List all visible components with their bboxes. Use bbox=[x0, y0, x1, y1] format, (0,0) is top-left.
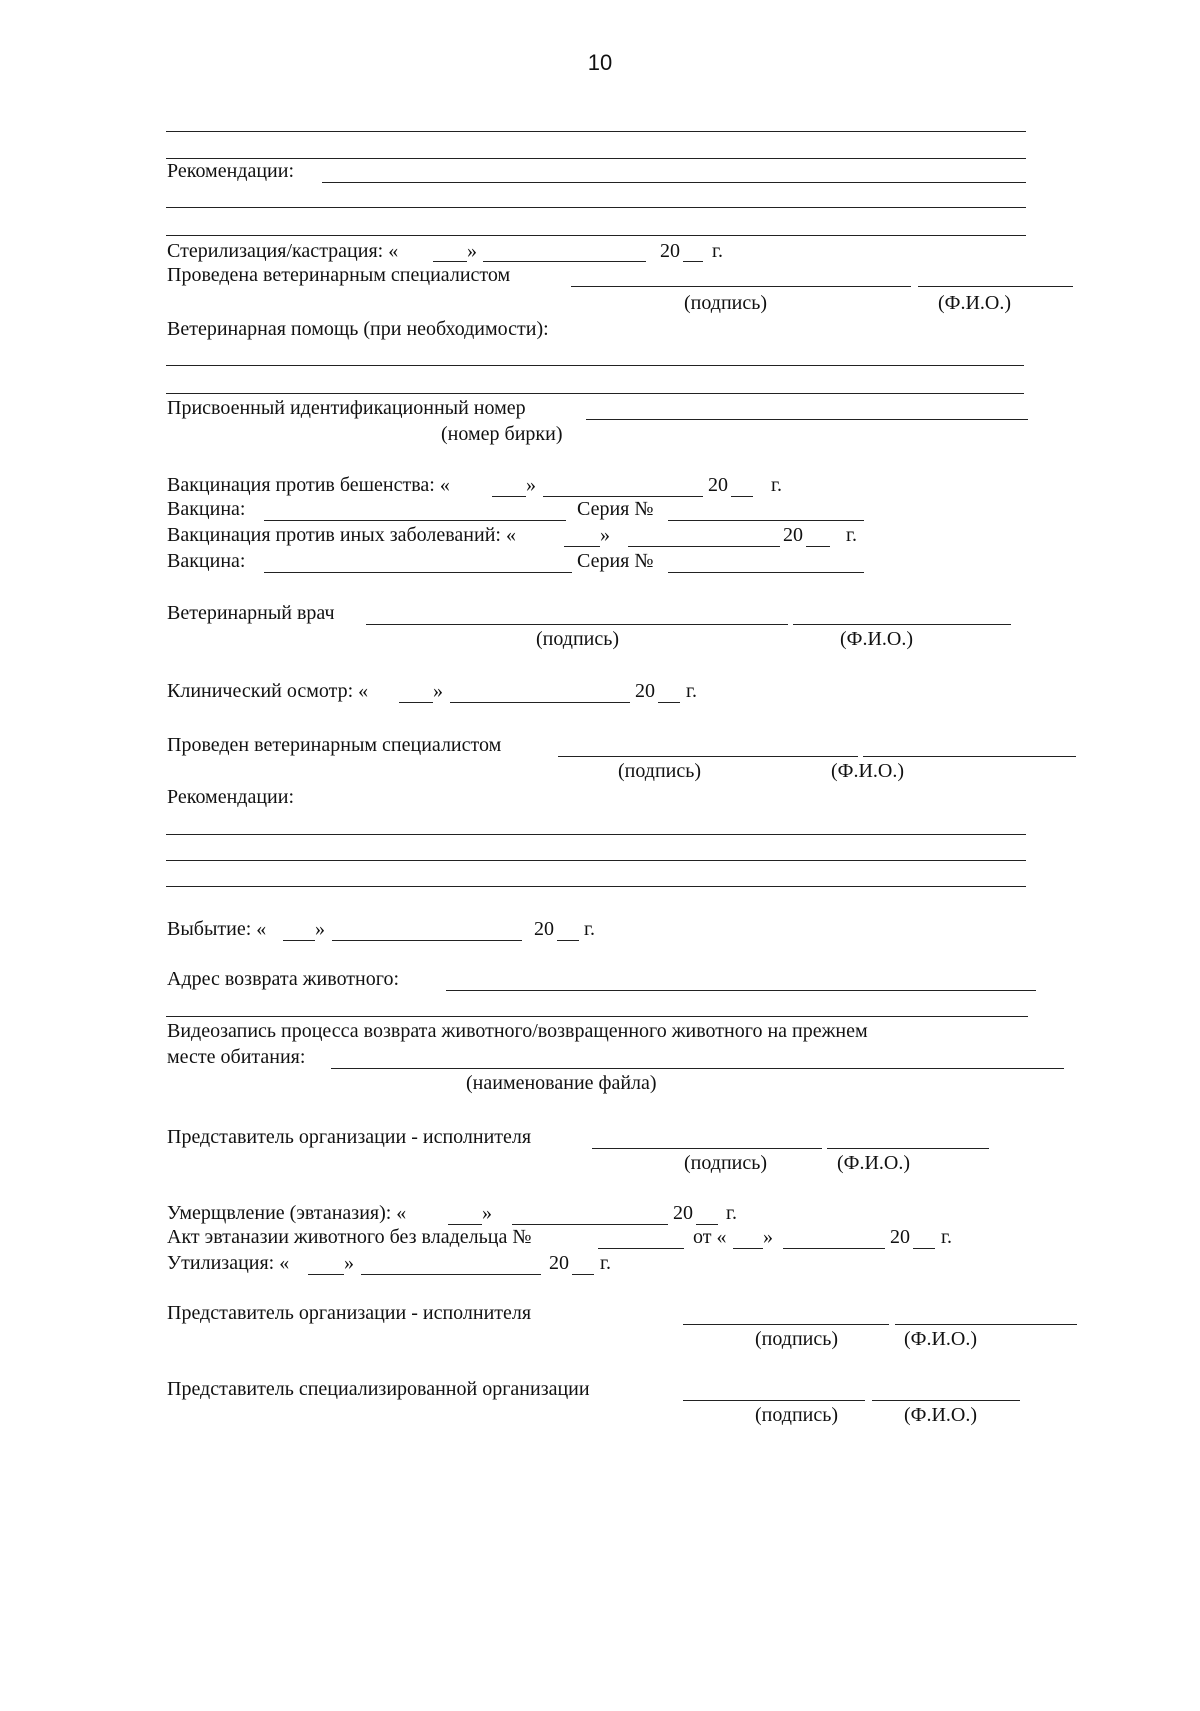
act-from-label: от « bbox=[693, 1226, 727, 1248]
signature-caption: (подпись) bbox=[755, 1328, 839, 1350]
contractor-representative-label: Представитель организации - исполнителя bbox=[167, 1302, 532, 1324]
clinical-day-field[interactable] bbox=[399, 702, 433, 703]
quote-close: » bbox=[344, 1252, 354, 1274]
tag-number-caption: (номер бирки) bbox=[441, 423, 563, 445]
signature-caption: (подпись) bbox=[536, 628, 620, 650]
video-file-field[interactable] bbox=[331, 1068, 1064, 1069]
video-record-label: Видеозапись процесса возврата животного/возвращенного животного на прежнем bbox=[167, 1020, 868, 1042]
departure-month-field[interactable] bbox=[332, 940, 522, 941]
year-suffix: г. bbox=[686, 680, 697, 702]
year-suffix: г. bbox=[584, 918, 595, 940]
rabies-month-field[interactable] bbox=[543, 496, 703, 497]
blank-line bbox=[166, 131, 1026, 132]
recommendations-line[interactable] bbox=[166, 860, 1026, 861]
name-line[interactable] bbox=[872, 1400, 1020, 1401]
year-prefix: 20 bbox=[660, 240, 680, 262]
act-year-field[interactable] bbox=[913, 1248, 935, 1249]
name-caption: (Ф.И.О.) bbox=[904, 1404, 978, 1426]
departure-day-field[interactable] bbox=[283, 940, 315, 941]
euthanasia-year-field[interactable] bbox=[696, 1224, 718, 1225]
rabies-vaccination-label: Вакцинация против бешенства: « bbox=[167, 474, 450, 496]
video-place-label: месте обитания: bbox=[167, 1046, 306, 1068]
name-caption: (Ф.И.О.) bbox=[837, 1152, 911, 1174]
recommendations-label: Рекомендации: bbox=[167, 160, 295, 182]
year-prefix: 20 bbox=[635, 680, 655, 702]
departure-label: Выбытие: « bbox=[167, 918, 267, 940]
year-suffix: г. bbox=[846, 524, 857, 546]
vaccine-series-field[interactable] bbox=[668, 520, 864, 521]
sterilization-month-field[interactable] bbox=[483, 261, 646, 262]
quote-close: » bbox=[763, 1226, 773, 1248]
clinical-year-field[interactable] bbox=[658, 702, 680, 703]
sterilization-year-field[interactable] bbox=[683, 261, 703, 262]
disposal-label: Утилизация: « bbox=[167, 1252, 290, 1274]
recommendations-line[interactable] bbox=[166, 886, 1026, 887]
sterilization-label: Стерилизация/кастрация: « bbox=[167, 240, 399, 262]
clinical-month-field[interactable] bbox=[450, 702, 630, 703]
signature-line[interactable] bbox=[592, 1148, 822, 1149]
quote-close: » bbox=[482, 1202, 492, 1224]
euthanasia-act-label: Акт эвтаназии животного без владельца № bbox=[167, 1226, 532, 1248]
signature-line[interactable] bbox=[683, 1324, 889, 1325]
signature-line[interactable] bbox=[366, 624, 788, 625]
quote-close: » bbox=[526, 474, 536, 496]
signature-caption: (подпись) bbox=[684, 1152, 768, 1174]
sterilization-performed-by-label: Проведена ветеринарным специалистом bbox=[167, 264, 511, 286]
euthanasia-day-field[interactable] bbox=[448, 1224, 482, 1225]
page-number: 10 bbox=[587, 50, 613, 75]
quote-close: » bbox=[315, 918, 325, 940]
identification-field[interactable] bbox=[586, 419, 1028, 420]
year-prefix: 20 bbox=[549, 1252, 569, 1274]
year-prefix: 20 bbox=[783, 524, 803, 546]
disposal-month-field[interactable] bbox=[361, 1274, 541, 1275]
file-name-caption: (наименование файла) bbox=[466, 1072, 657, 1094]
specialized-org-representative-label: Представитель специализированной организации bbox=[167, 1378, 590, 1400]
year-suffix: г. bbox=[771, 474, 782, 496]
recommendations-line[interactable] bbox=[322, 182, 1026, 183]
name-caption: (Ф.И.О.) bbox=[831, 760, 905, 782]
blank-line bbox=[166, 207, 1026, 208]
signature-caption: (подпись) bbox=[684, 292, 768, 314]
year-prefix: 20 bbox=[673, 1202, 693, 1224]
vaccine-label: Вакцина: bbox=[167, 550, 246, 572]
other-vaccination-label: Вакцинация против иных заболеваний: « bbox=[167, 524, 516, 546]
identification-label: Присвоенный идентификационный номер bbox=[167, 397, 526, 419]
name-line[interactable] bbox=[827, 1148, 989, 1149]
year-suffix: г. bbox=[726, 1202, 737, 1224]
signature-line[interactable] bbox=[683, 1400, 865, 1401]
other-day-field[interactable] bbox=[564, 546, 600, 547]
clinical-performed-by-label: Проведен ветеринарным специалистом bbox=[167, 734, 502, 756]
year-suffix: г. bbox=[941, 1226, 952, 1248]
vaccine-series-field[interactable] bbox=[668, 572, 864, 573]
year-suffix: г. bbox=[712, 240, 723, 262]
act-month-field[interactable] bbox=[783, 1248, 885, 1249]
signature-caption: (подпись) bbox=[755, 1404, 839, 1426]
year-prefix: 20 bbox=[708, 474, 728, 496]
rabies-day-field[interactable] bbox=[492, 496, 526, 497]
name-caption: (Ф.И.О.) bbox=[938, 292, 1012, 314]
vaccine-label: Вакцина: bbox=[167, 498, 246, 520]
year-prefix: 20 bbox=[534, 918, 554, 940]
departure-year-field[interactable] bbox=[557, 940, 579, 941]
recommendations-line[interactable] bbox=[166, 834, 1026, 835]
recommendations-label: Рекомендации: bbox=[167, 786, 295, 808]
quote-close: » bbox=[433, 680, 443, 702]
year-suffix: г. bbox=[600, 1252, 611, 1274]
return-address-field[interactable] bbox=[446, 990, 1036, 991]
act-day-field[interactable] bbox=[733, 1248, 763, 1249]
blank-line bbox=[166, 158, 1026, 159]
signature-line[interactable] bbox=[558, 756, 858, 757]
name-line[interactable] bbox=[863, 756, 1076, 757]
vaccine-name-field[interactable] bbox=[264, 572, 572, 573]
return-address-label: Адрес возврата животного: bbox=[167, 968, 400, 990]
vet-help-label: Ветеринарная помощь (при необходимости): bbox=[167, 318, 549, 340]
disposal-year-field[interactable] bbox=[572, 1274, 594, 1275]
series-label: Серия № bbox=[577, 550, 654, 572]
rabies-year-field[interactable] bbox=[731, 496, 753, 497]
vaccine-name-field[interactable] bbox=[264, 520, 566, 521]
name-line[interactable] bbox=[918, 286, 1073, 287]
euthanasia-month-field[interactable] bbox=[512, 1224, 668, 1225]
vet-help-line[interactable] bbox=[166, 365, 1024, 366]
name-caption: (Ф.И.О.) bbox=[904, 1328, 978, 1350]
other-year-field[interactable] bbox=[806, 546, 830, 547]
disposal-day-field[interactable] bbox=[308, 1274, 344, 1275]
vet-help-line[interactable] bbox=[166, 393, 1024, 394]
quote-close: » bbox=[600, 524, 610, 546]
signature-caption: (подпись) bbox=[618, 760, 702, 782]
name-line[interactable] bbox=[793, 624, 1011, 625]
quote-close: » bbox=[467, 240, 477, 262]
return-address-field[interactable] bbox=[166, 1016, 1028, 1017]
contractor-representative-label: Представитель организации - исполнителя bbox=[167, 1126, 532, 1148]
clinical-exam-label: Клинический осмотр: « bbox=[167, 680, 369, 702]
vet-doctor-label: Ветеринарный врач bbox=[167, 602, 335, 624]
euthanasia-label: Умерщвление (эвтаназия): « bbox=[167, 1202, 407, 1224]
euthanasia-act-number-field[interactable] bbox=[598, 1248, 684, 1249]
sterilization-day-field[interactable] bbox=[433, 261, 467, 262]
name-caption: (Ф.И.О.) bbox=[840, 628, 914, 650]
signature-line[interactable] bbox=[571, 286, 911, 287]
other-month-field[interactable] bbox=[628, 546, 780, 547]
name-line[interactable] bbox=[895, 1324, 1077, 1325]
year-prefix: 20 bbox=[890, 1226, 910, 1248]
series-label: Серия № bbox=[577, 498, 654, 520]
blank-line bbox=[166, 235, 1026, 236]
